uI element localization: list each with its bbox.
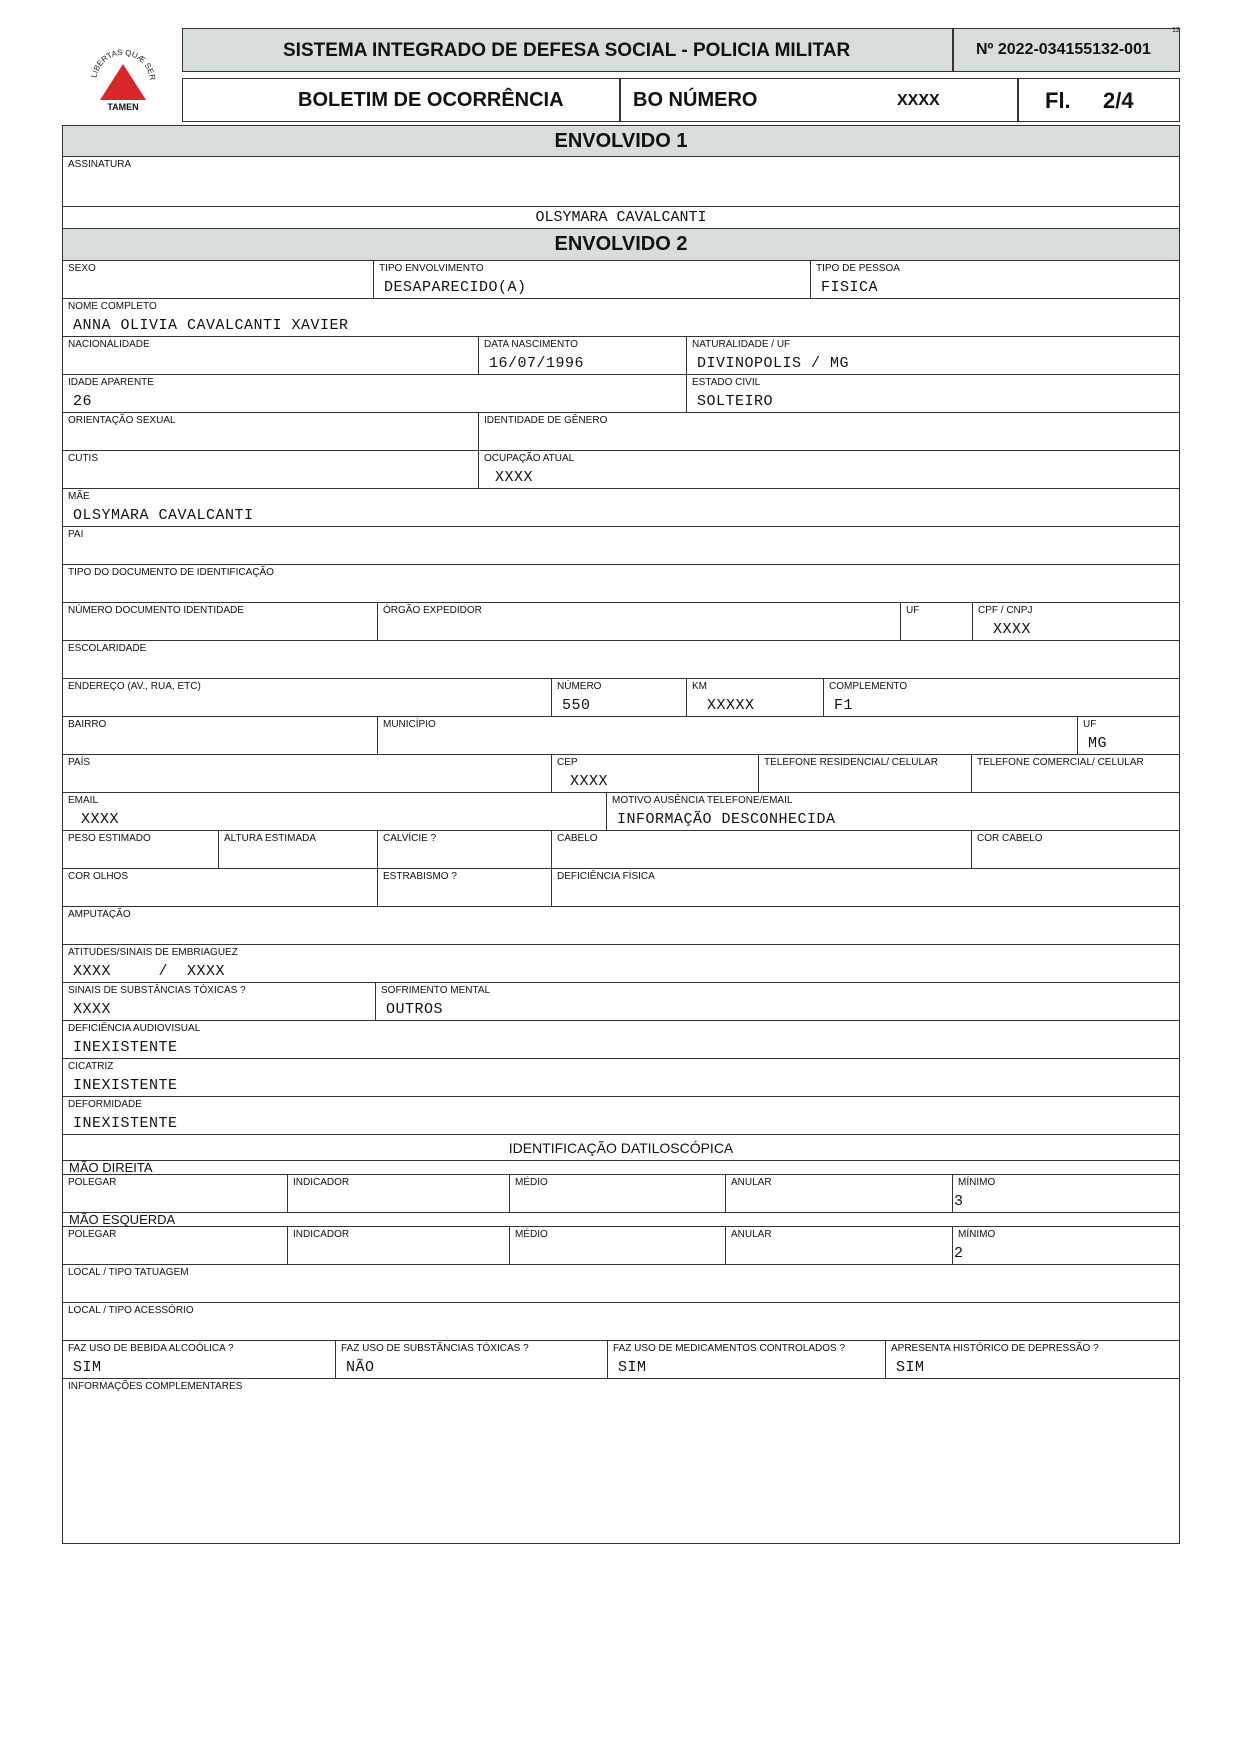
section-title: ENVOLVIDO 2	[554, 233, 688, 255]
cell-tel-com	[971, 755, 1179, 792]
row-acessorio	[62, 1303, 1180, 1341]
medio-label: MÉDIO	[515, 1177, 548, 1188]
section-envolvido-1	[62, 125, 1180, 157]
row-tatuagem	[62, 1265, 1180, 1303]
minimo-esq-value: 2	[954, 1245, 964, 1262]
row-nacionalidade	[62, 337, 1180, 375]
row-endereco	[62, 679, 1180, 717]
km-label: KM	[692, 681, 707, 692]
row-mao-esquerda	[62, 1213, 1180, 1227]
row-pais	[62, 755, 1180, 793]
cell-cep	[551, 755, 758, 792]
cell-naturalidade	[686, 337, 1179, 374]
cell-orgao	[377, 603, 900, 640]
row-dactilo-title	[62, 1135, 1180, 1161]
row-cutis	[62, 451, 1180, 489]
dactilo-title: IDENTIFICAÇÃO DATILOSCÓPICA	[508, 1140, 734, 1156]
cell-estado-civil	[686, 375, 1179, 412]
pais-label: PAÍS	[68, 757, 91, 768]
cell-minimo-esq	[952, 1227, 1179, 1264]
estado-civil-label: ESTADO CIVIL	[692, 377, 761, 388]
cell-municipio	[377, 717, 1077, 754]
cep-value: XXXX	[570, 773, 609, 790]
municipio-label: MUNICÍPIO	[383, 719, 436, 730]
cell-cpf	[972, 603, 1179, 640]
numero-label: NÚMERO	[557, 681, 602, 692]
row-tipo-doc	[62, 565, 1180, 603]
cell-polegar-dir	[63, 1175, 287, 1212]
tipo-envolvimento-value: DESAPARECIDO(A)	[384, 279, 527, 296]
section-title: ENVOLVIDO 1	[554, 130, 688, 152]
email-label: EMAIL	[68, 795, 99, 806]
divider	[952, 29, 954, 71]
subst-value: NÃO	[346, 1359, 375, 1376]
tatuagem-label: LOCAL / TIPO TATUAGEM	[68, 1267, 189, 1278]
embriaguez-label: ATITUDES/SINAIS DE EMBRIAGUEZ	[68, 947, 238, 958]
row-numero-doc	[62, 603, 1180, 641]
cor-cabelo-label: COR CABELO	[977, 833, 1043, 844]
cpf-value: XXXX	[993, 621, 1032, 638]
cell-medic	[607, 1341, 885, 1378]
orientacao-label: ORIENTAÇÃO SEXUAL	[68, 415, 176, 426]
sofrimento-value: OUTROS	[386, 1001, 444, 1018]
info-label: INFORMAÇÕES COMPLEMENTARES	[68, 1381, 243, 1392]
bebida-label: FAZ USO DE BEBIDA ALCOÓLICA ?	[68, 1343, 234, 1354]
minimo-label: MÍNIMO	[958, 1229, 996, 1240]
cell-deficiencia-fisica	[551, 869, 1179, 906]
deformidade-value: INEXISTENTE	[73, 1115, 178, 1132]
assinatura-name: OLSYMARA CAVALCANTI	[535, 209, 707, 226]
cicatriz-label: CICATRIZ	[68, 1061, 114, 1072]
cell-medio-esq	[509, 1227, 725, 1264]
tipo-pessoa-value: FISICA	[821, 279, 879, 296]
folha-label: Fl.	[1045, 88, 1071, 113]
cep-label: CEP	[557, 757, 578, 768]
row-habitos	[62, 1341, 1180, 1379]
cell-km	[686, 679, 823, 716]
indicador-label: INDICADOR	[293, 1177, 350, 1188]
divider	[619, 79, 621, 121]
escolaridade-label: ESCOLARIDADE	[68, 643, 147, 654]
row-cor-olhos	[62, 869, 1180, 907]
assinatura-label: ASSINATURA	[68, 159, 132, 170]
audiovisual-value: INEXISTENTE	[73, 1039, 178, 1056]
cor-olhos-label: COR OLHOS	[68, 871, 129, 882]
nome-label: NOME COMPLETO	[68, 301, 157, 312]
row-assinatura-name	[62, 207, 1180, 229]
naturalidade-value: DIVINOPOLIS / MG	[697, 355, 850, 372]
cell-altura	[218, 831, 377, 868]
polegar-label: POLEGAR	[68, 1229, 117, 1240]
cell-endereco	[63, 679, 551, 716]
medio-label: MÉDIO	[515, 1229, 548, 1240]
ocupacao-label: OCUPAÇÃO ATUAL	[484, 453, 575, 464]
motivo-value: INFORMAÇÃO DESCONHECIDA	[617, 811, 836, 828]
row-amputacao	[62, 907, 1180, 945]
embriaguez-value: XXXX / XXXX	[73, 963, 226, 980]
coat-of-arms-logo	[86, 42, 160, 112]
uf2-label: UF	[1083, 719, 1097, 730]
row-audiovisual	[62, 1021, 1180, 1059]
divider	[1017, 79, 1019, 121]
tipo-doc-label: TIPO DO DOCUMENTO DE IDENTIFICAÇÃO	[68, 567, 274, 578]
svg-text:LIBERTAS QUÆ SERA: LIBERTAS QUÆ SER	[89, 47, 158, 81]
cell-ocupacao	[478, 451, 1179, 488]
row-idade	[62, 375, 1180, 413]
row-dedos-direita	[62, 1175, 1180, 1213]
bebida-value: SIM	[73, 1359, 102, 1376]
mao-esquerda-label: MÃO ESQUERDA	[69, 1212, 176, 1227]
row-peso	[62, 831, 1180, 869]
cell-uf	[900, 603, 972, 640]
complemento-label: COMPLEMENTO	[829, 681, 908, 692]
folha-value: 2/4	[1103, 88, 1134, 113]
indicador-label: INDICADOR	[293, 1229, 350, 1240]
cell-polegar-esq	[63, 1227, 287, 1264]
cpf-label: CPF / CNPJ	[978, 605, 1033, 616]
row-mae	[62, 489, 1180, 527]
uf2-value: MG	[1088, 735, 1108, 752]
anular-label: ANULAR	[731, 1229, 772, 1240]
cell-nacionalidade	[63, 337, 478, 374]
row-email	[62, 793, 1180, 831]
cell-sexo	[63, 261, 373, 298]
system-title: SISTEMA INTEGRADO DE DEFESA SOCIAL - POLICIA MILITAR	[283, 40, 851, 61]
sexo-label: SEXO	[68, 263, 96, 274]
amputacao-label: AMPUTAÇÃO	[68, 909, 131, 920]
estrabismo-label: ESTRABISMO ?	[383, 871, 457, 882]
cell-calvicie	[377, 831, 551, 868]
row-deformidade	[62, 1097, 1180, 1135]
endereco-label: ENDEREÇO (AV., RUA, ETC)	[68, 681, 201, 692]
motivo-label: MOTIVO AUSÊNCIA TELEFONE/EMAIL	[612, 795, 793, 806]
cabelo-label: CABELO	[557, 833, 598, 844]
header-system-box	[182, 28, 1180, 72]
mae-label: MÃE	[68, 491, 90, 502]
cell-indicador-dir	[287, 1175, 509, 1212]
bo-label: BO NÚMERO	[633, 89, 758, 111]
idade-label: IDADE APARENTE	[68, 377, 154, 388]
nome-value: ANNA OLIVIA CAVALCANTI XAVIER	[73, 317, 349, 334]
depressao-label: APRESENTA HISTÓRICO DE DEPRESSÃO ?	[891, 1343, 1099, 1354]
polegar-label: POLEGAR	[68, 1177, 117, 1188]
svg-text:TAMEN: TAMEN	[107, 102, 139, 112]
acessorio-label: LOCAL / TIPO ACESSÓRIO	[68, 1305, 194, 1316]
row-pai	[62, 527, 1180, 565]
numero-value: 550	[562, 697, 591, 714]
cell-orientacao	[63, 413, 478, 450]
row-bairro	[62, 717, 1180, 755]
cell-peso	[63, 831, 218, 868]
pai-label: PAI	[68, 529, 84, 540]
cell-bebida	[63, 1341, 335, 1378]
mae-value: OLSYMARA CAVALCANTI	[73, 507, 254, 524]
cell-motivo	[606, 793, 1179, 830]
mao-direita-label: MÃO DIREITA	[69, 1160, 153, 1175]
cell-email	[63, 793, 606, 830]
cell-numero-doc	[63, 603, 377, 640]
minimo-label: MÍNIMO	[958, 1177, 996, 1188]
cell-minimo-dir	[952, 1175, 1179, 1212]
cell-bairro	[63, 717, 377, 754]
row-embriaguez	[62, 945, 1180, 983]
row-dedos-esquerda	[62, 1227, 1180, 1265]
tipo-pessoa-label: TIPO DE PESSOA	[816, 263, 900, 274]
row-mao-direita	[62, 1161, 1180, 1175]
bairro-label: BAIRRO	[68, 719, 107, 730]
cell-estrabismo	[377, 869, 551, 906]
cell-data-nascimento	[478, 337, 686, 374]
cell-uf2	[1077, 717, 1179, 754]
row-escolaridade	[62, 641, 1180, 679]
cell-cutis	[63, 451, 478, 488]
nacionalidade-label: NACIONALIDADE	[68, 339, 150, 350]
minimo-dir-value: 3	[954, 1193, 964, 1210]
row-orientacao	[62, 413, 1180, 451]
numero-doc-label: NÚMERO DOCUMENTO IDENTIDADE	[68, 605, 244, 616]
cell-pais	[63, 755, 551, 792]
sofrimento-label: SOFRIMENTO MENTAL	[381, 985, 491, 996]
idade-value: 26	[73, 393, 93, 410]
anular-label: ANULAR	[731, 1177, 772, 1188]
corner-mark: 12	[1172, 27, 1180, 34]
cell-medio-dir	[509, 1175, 725, 1212]
row-info-complementares	[62, 1379, 1180, 1544]
cell-anular-dir	[725, 1175, 952, 1212]
cell-anular-esq	[725, 1227, 952, 1264]
row-sexo	[62, 261, 1180, 299]
subst-label: FAZ USO DE SUBSTÂNCIAS TÓXICAS ?	[341, 1343, 529, 1354]
depressao-value: SIM	[896, 1359, 925, 1376]
complemento-value: F1	[834, 697, 854, 714]
cell-cor-olhos	[63, 869, 377, 906]
row-nome	[62, 299, 1180, 337]
row-toxicas	[62, 983, 1180, 1021]
section-envolvido-2	[62, 229, 1180, 261]
orgao-label: ÓRGÃO EXPEDIDOR	[383, 605, 482, 616]
email-value: XXXX	[81, 811, 120, 828]
cell-idade	[63, 375, 686, 412]
uf-label: UF	[906, 605, 920, 616]
calvicie-label: CALVÍCIE ?	[383, 833, 437, 844]
cicatriz-value: INEXISTENTE	[73, 1077, 178, 1094]
toxicas-label: SINAIS DE SUBSTÂNCIAS TÓXICAS ?	[68, 985, 246, 996]
cell-sofrimento	[375, 983, 1179, 1020]
tipo-envolvimento-label: TIPO ENVOLVIMENTO	[379, 263, 484, 274]
cell-subst	[335, 1341, 607, 1378]
audiovisual-label: DEFICIÊNCIA AUDIOVISUAL	[68, 1023, 201, 1034]
altura-label: ALTURA ESTIMADA	[224, 833, 317, 844]
ocupacao-value: XXXX	[495, 469, 534, 486]
toxicas-value: XXXX	[73, 1001, 112, 1018]
header-doc-box	[182, 78, 1180, 122]
deficiencia-fisica-label: DEFICIÊNCIA FÍSICA	[557, 871, 655, 882]
cell-numero	[551, 679, 686, 716]
cell-identidade-genero	[478, 413, 1179, 450]
protocol-number: Nº 2022-034155132-001	[976, 41, 1151, 58]
cutis-label: CUTIS	[68, 453, 98, 464]
bo-value: XXXX	[897, 92, 940, 109]
data-nascimento-value: 16/07/1996	[489, 355, 585, 372]
estado-civil-value: SOLTEIRO	[697, 393, 774, 410]
cell-toxicas	[63, 983, 375, 1020]
medic-value: SIM	[618, 1359, 647, 1376]
doc-title: BOLETIM DE OCORRÊNCIA	[298, 89, 564, 111]
data-nascimento-label: DATA NASCIMENTO	[484, 339, 578, 350]
cell-cor-cabelo	[971, 831, 1179, 868]
tel-res-label: TELEFONE RESIDENCIAL/ CELULAR	[764, 757, 938, 768]
cell-tel-res	[758, 755, 971, 792]
km-value: XXXXX	[707, 697, 755, 714]
peso-label: PESO ESTIMADO	[68, 833, 151, 844]
row-assinatura	[62, 157, 1180, 207]
cell-tipo-pessoa	[810, 261, 1179, 298]
deformidade-label: DEFORMIDADE	[68, 1099, 142, 1110]
cell-indicador-esq	[287, 1227, 509, 1264]
cell-cabelo	[551, 831, 971, 868]
row-cicatriz	[62, 1059, 1180, 1097]
cell-depressao	[885, 1341, 1179, 1378]
cell-tipo-envolvimento	[373, 261, 810, 298]
cell-complemento	[823, 679, 1179, 716]
medic-label: FAZ USO DE MEDICAMENTOS CONTROLADOS ?	[613, 1343, 846, 1354]
identidade-genero-label: IDENTIDADE DE GÊNERO	[484, 415, 608, 426]
tel-com-label: TELEFONE COMERCIAL/ CELULAR	[977, 757, 1144, 768]
naturalidade-label: NATURALIDADE / UF	[692, 339, 791, 350]
